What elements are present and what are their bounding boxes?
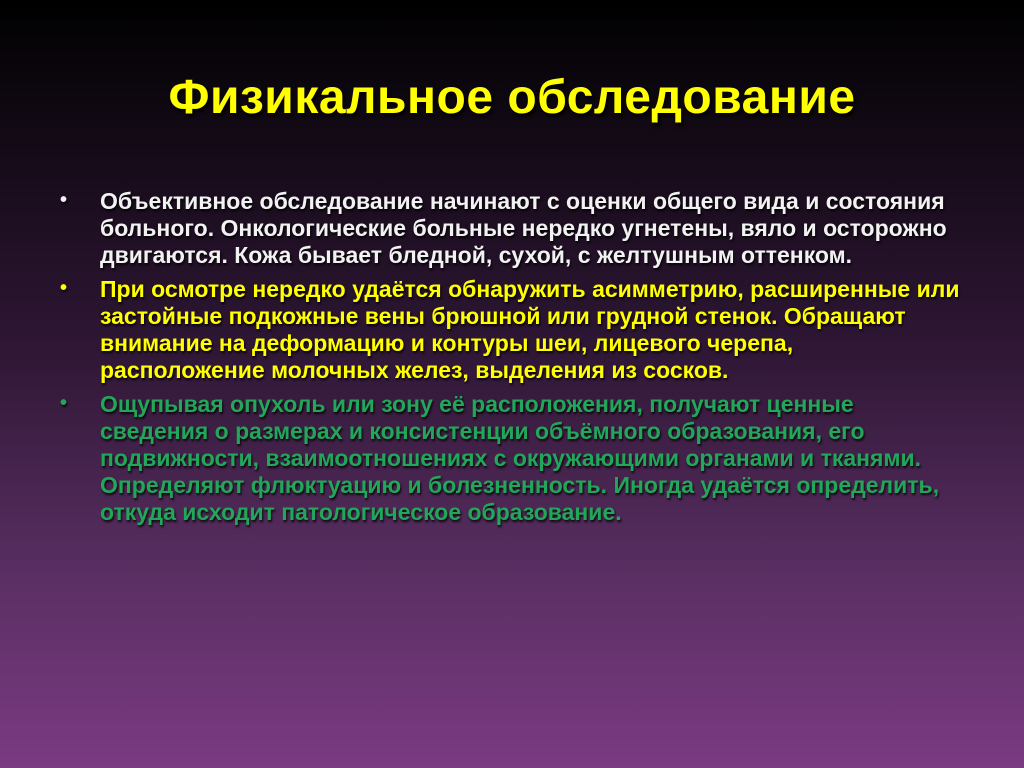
bullet-list [60,188,960,533]
bullet-text: При осмотре нередко удаётся обнаружить асимметрию, расширенные или застойные подкожные вены брюшной или грудной стенок. Обращают внимание на деформацию и контуры шеи, лицевого черепа, расположение молочных желез, выделения из сосков. [100,276,960,383]
bullet-item-inspection [60,276,960,384]
bullet-marker-icon: • [60,277,68,299]
bullet-item-palpation [60,391,960,526]
bullet-marker-icon: • [60,392,68,414]
bullet-text: Ощупывая опухоль или зону её расположения, получают ценные сведения о размерах и консистенции объёмного образования, его подвижности, взаимоотношениях с окружающими органами и тканями. Определяют флюктуацию и болезненность. Иногда удаётся определить, откуда исходит патологическое образование. [100,391,940,525]
bullet-item-general-exam [60,188,960,269]
bullet-marker-icon: • [60,189,68,211]
bullet-text: Объективное обследование начинают с оценки общего вида и состояния больного. Онкологические больные нередко угнетены, вяло и осторожно двигаются. Кожа бывает бледной, сухой, с желтушным оттенком. [100,188,947,268]
slide-title: Физикальное обследование [168,71,856,124]
